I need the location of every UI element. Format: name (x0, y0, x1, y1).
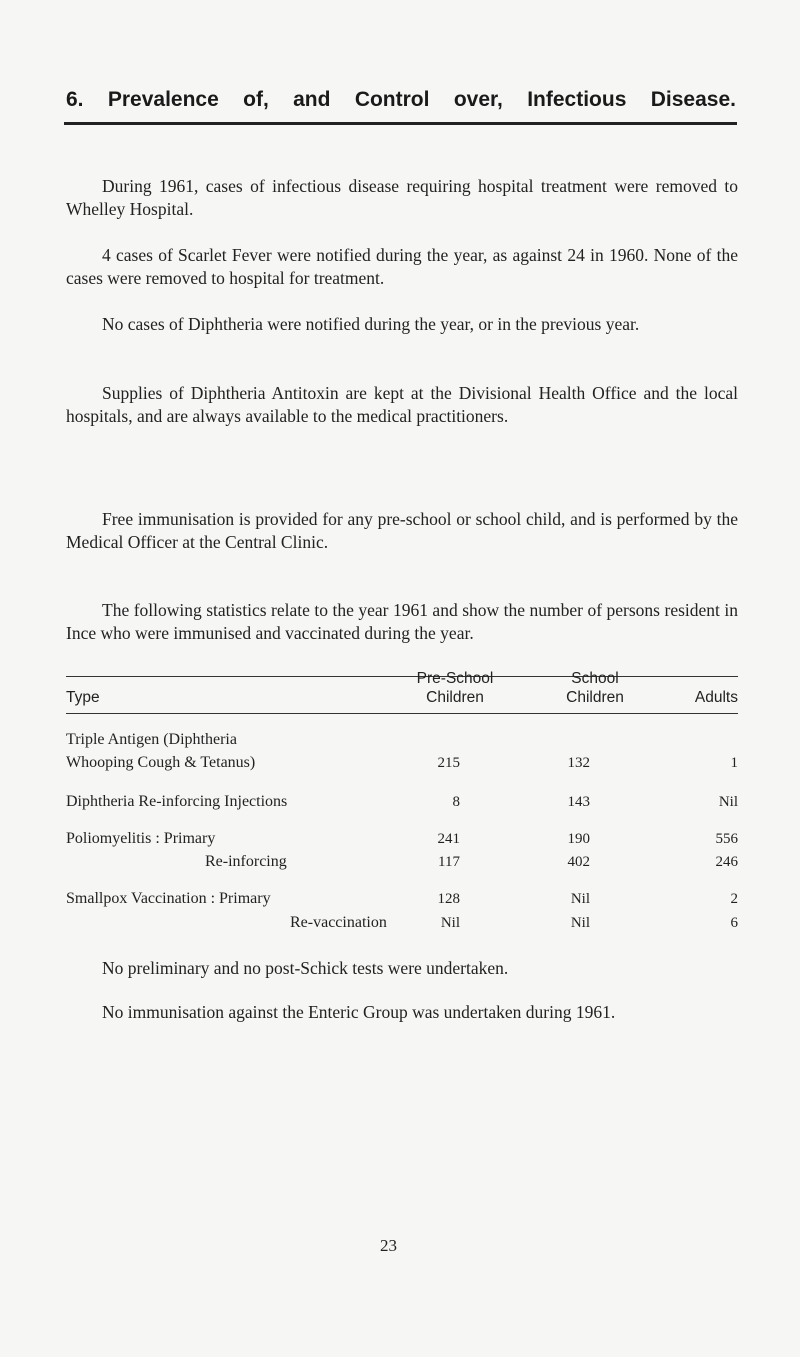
header-adults: Adults (694, 689, 738, 706)
header-school: School Children (566, 670, 624, 706)
paragraph-scarlet-fever: 4 cases of Scarlet Fever were notified during the year, as against 24 in 1960. None of the cases were removed to hospital for treatment. (66, 245, 738, 288)
heading-number: 6. (66, 88, 84, 111)
paragraph-statistics: The following statistics relate to the year 1961 and show the number of persons resident in Ince who were immunised and vaccinated during the year. (66, 600, 738, 643)
heading-word: Disease. (650, 88, 736, 111)
paragraph-diphtheria: No cases of Diphtheria were notified during the year, or in the previous year. (102, 314, 640, 334)
cell-preschool: 128 (437, 891, 460, 907)
row-label: Whooping Cough & Tetanus) (66, 754, 256, 771)
cell-school: 190 (567, 831, 590, 847)
cell-school: Nil (570, 891, 590, 907)
page-number: 23 (380, 1236, 397, 1255)
row-label: Poliomyelitis : Primary (66, 830, 216, 847)
cell-school: 143 (567, 794, 590, 810)
heading-underline (64, 122, 737, 125)
paragraph-enteric: No immunisation against the Enteric Group was undertaken during 1961. (102, 1002, 616, 1022)
heading-word: Infectious (527, 88, 627, 111)
paragraph-hospital: During 1961, cases of infectious disease requiring hospital treatment were removed to Whelley Hospital. (66, 176, 738, 219)
row-label: Smallpox Vaccination : Primary (66, 890, 271, 907)
cell-adults: 556 (715, 831, 738, 847)
cell-school: 132 (567, 755, 590, 771)
row-label: Re-inforcing (205, 853, 287, 870)
cell-preschool: 215 (437, 755, 460, 771)
row-label: Diphtheria Re-inforcing Injections (66, 793, 288, 810)
paragraph-schick: No preliminary and no post-Schick tests were undertaken. (102, 958, 509, 978)
table-header-rule (66, 713, 738, 714)
heading-word: Control (354, 88, 430, 111)
section-heading (66, 88, 736, 112)
paragraph-free-immunisation: Free immunisation is provided for any pre-school or school child, and is performed by the Medical Officer at the Central Clinic. (66, 509, 738, 552)
header-preschool: Pre-School Children (416, 670, 494, 706)
row-label-line1: Triple Antigen (Diphtheria (66, 731, 237, 748)
paragraph-antitoxin: Supplies of Diphtheria Antitoxin are kept at the Divisional Health Office and the local hospitals, and are always available to the medical practitioners. (66, 383, 738, 426)
row-label: Re-vaccination (290, 914, 387, 931)
header-type: Type (66, 689, 100, 706)
cell-preschool: 8 (452, 794, 460, 810)
cell-school: Nil (570, 915, 590, 931)
cell-preschool: 241 (437, 831, 460, 847)
heading-word: and (293, 88, 331, 111)
cell-adults: 246 (715, 854, 738, 870)
cell-adults: 1 (730, 755, 738, 771)
cell-school: 402 (567, 854, 590, 870)
cell-adults: 6 (730, 915, 738, 931)
heading-word: of, (243, 88, 269, 111)
cell-preschool: 117 (438, 854, 460, 870)
cell-adults: Nil (718, 794, 738, 810)
heading-word: over, (453, 88, 503, 111)
cell-preschool: Nil (440, 915, 460, 931)
heading-word: Prevalence (107, 88, 219, 111)
cell-adults: 2 (730, 891, 738, 907)
